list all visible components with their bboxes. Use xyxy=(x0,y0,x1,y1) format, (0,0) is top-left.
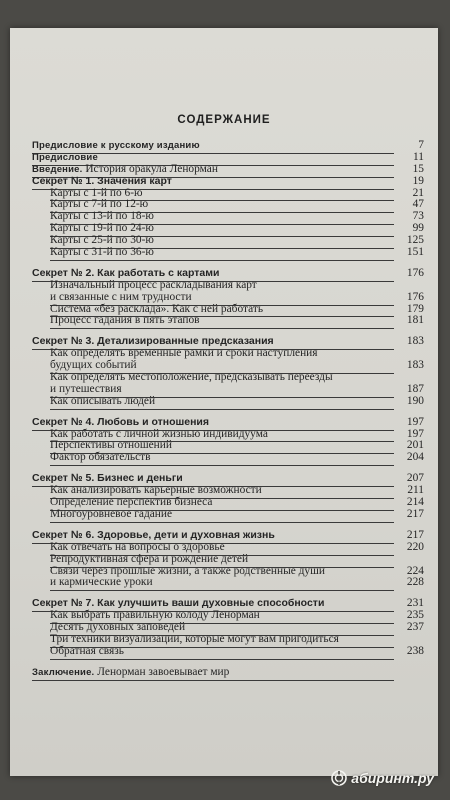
toc-page-number: 207 xyxy=(406,472,424,485)
toc-entry-text: Система «без расклада». Как с ней работать xyxy=(50,302,264,315)
toc-entry-text: и путешествия xyxy=(50,382,122,395)
toc-page-number: 47 xyxy=(412,198,424,211)
toc-page-number: 187 xyxy=(406,382,424,395)
toc-page-number: 125 xyxy=(406,234,424,247)
toc-entry-text: Десять духовных заповедей xyxy=(50,621,186,634)
toc-page-number: 237 xyxy=(406,621,424,634)
toc-subentry xyxy=(32,452,424,464)
toc-page-number: 214 xyxy=(406,496,424,509)
toc-subentry xyxy=(32,577,424,589)
toc-page-number: 15 xyxy=(412,162,424,175)
toc-entry-label xyxy=(50,247,154,259)
toc-page-number: 11 xyxy=(413,150,424,163)
toc-entry-text: Карты с 13-й по 18-ю xyxy=(50,210,154,223)
toc-page-number: 197 xyxy=(406,427,424,440)
toc-entry-text: Бизнес и деньги xyxy=(94,472,183,485)
toc-entry-text: Любовь и отношения xyxy=(94,415,210,428)
toc-entry-text: Карты с 7-й по 12-ю xyxy=(50,198,149,211)
toc-page-number: 179 xyxy=(406,302,424,315)
toc-entry-text: Карты с 31-й по 36-ю xyxy=(50,246,154,259)
toc-leader-rule xyxy=(50,465,394,466)
toc-entry-text: Определение перспектив бизнеса xyxy=(50,496,213,509)
toc-page-number: 217 xyxy=(406,507,424,520)
toc-entry-text: Многоуровневое гадание xyxy=(50,507,173,520)
toc-entry-text: Обратная связь xyxy=(50,644,124,657)
toc-entry-text: будущих событий xyxy=(50,359,137,372)
toc-entry-text: Как работать с личной жизнью индивидуума xyxy=(50,427,268,440)
toc-page-number: 204 xyxy=(406,451,424,464)
toc-entry-text: Фактор обязательств xyxy=(50,451,151,464)
toc-entry-text: Как анализировать карьерные возможности xyxy=(50,484,262,497)
toc-entry-text: Здоровье, дети и духовная жизнь xyxy=(94,528,275,541)
toc-entry-label xyxy=(50,315,200,327)
toc-entry-prefix: Секрет № 5. xyxy=(32,472,95,485)
watermark-text: абиринт.ру xyxy=(351,770,434,786)
toc-entry-text: Перспективы отношений xyxy=(50,439,172,452)
toc-entry-label xyxy=(50,646,124,658)
toc-page-number: 197 xyxy=(406,415,424,428)
toc-entry-label xyxy=(32,667,229,679)
toc-entry-text: Ленорман завоевывает мир xyxy=(94,665,230,678)
toc-entry-text: Как выбрать правильную колоду Ленорман xyxy=(50,609,260,622)
toc-page-number: 73 xyxy=(412,210,424,223)
toc-entry-prefix: Секрет № 7. xyxy=(32,597,95,610)
toc-entry-prefix: Заключение. xyxy=(32,666,95,678)
toc-page-number: 238 xyxy=(406,644,424,657)
toc-entry-text: Карты с 25-й по 30-ю xyxy=(50,234,154,247)
toc-subentry xyxy=(32,315,424,327)
toc-entry-label xyxy=(50,452,151,464)
toc-subentry xyxy=(32,509,424,521)
toc-page-number: 220 xyxy=(406,540,424,553)
toc-entry-text: Изначальный процесс раскладывания карт xyxy=(50,278,257,291)
toc-entry-text: и связанные с ним трудности xyxy=(50,290,192,303)
toc-page-number: 99 xyxy=(412,222,424,235)
toc-page-number: 176 xyxy=(406,266,424,279)
watermark xyxy=(331,770,434,786)
toc-page-number: 181 xyxy=(406,314,424,327)
toc-entry-prefix: Секрет № 3. xyxy=(32,335,95,348)
toc-entry-text: Как определять временные рамки и сроки наступления xyxy=(50,347,318,360)
toc-page-number: 151 xyxy=(406,246,424,259)
toc-entry-label xyxy=(32,140,200,152)
toc-entry-text: Как улучшить ваши духовные способности xyxy=(94,597,325,610)
toc-entry-text: и кармические уроки xyxy=(50,576,153,589)
toc-leader-rule xyxy=(50,409,394,410)
toc-entry-text: Процесс гадания в пять этапов xyxy=(50,314,200,327)
toc-entry-prefix: Секрет № 2. xyxy=(32,266,95,279)
toc-entry-prefix: Секрет № 6. xyxy=(32,528,95,541)
toc-entry-text: Значения карт xyxy=(94,174,172,187)
toc-leader-rule xyxy=(50,260,394,261)
toc-leader-rule xyxy=(50,659,394,660)
toc-entry-text: Репродуктивная сфера и рождение детей xyxy=(50,552,249,565)
toc-entry-prefix: Секрет № 1. xyxy=(32,174,95,187)
toc-entry-text: Детализированные предсказания xyxy=(94,335,274,348)
toc-chapter xyxy=(32,667,424,679)
toc-leader-rule xyxy=(50,590,394,591)
toc-entry-text: Как работать с картами xyxy=(94,266,220,279)
toc-entry-text: Как определять местоположение, предсказывать переезды xyxy=(50,371,333,384)
toc-entry-text: Карты с 19-й по 24-ю xyxy=(50,222,154,235)
toc-page-number: 7 xyxy=(418,139,424,151)
toc-chapter xyxy=(32,140,424,152)
toc-entry-prefix: Предисловие к русскому изданию xyxy=(32,140,200,151)
toc-entry-prefix: Секрет № 4. xyxy=(32,415,95,428)
toc-page-number: 224 xyxy=(406,564,424,577)
toc-page-number: 235 xyxy=(406,609,424,622)
toc-entry-label xyxy=(50,577,153,589)
table-of-contents xyxy=(32,140,424,679)
toc-entry-prefix: Введение. xyxy=(32,163,83,175)
toc-page-number: 21 xyxy=(412,186,424,199)
toc-entry-text: История оракула Ленорман xyxy=(82,162,218,175)
toc-entry-text: Как описывать людей xyxy=(50,394,156,407)
toc-subentry xyxy=(32,247,424,259)
toc-leader-rule xyxy=(50,522,394,523)
toc-subentry xyxy=(32,646,424,658)
toc-page-number: 190 xyxy=(406,394,424,407)
toc-entry-prefix: Предисловие xyxy=(32,151,98,163)
toc-entry-text: Карты с 1-й по 6-ю xyxy=(50,186,143,199)
toc-entry-label xyxy=(50,509,172,521)
toc-leader-rule xyxy=(32,680,394,681)
toc-page-number: 231 xyxy=(406,597,424,610)
toc-page-number: 176 xyxy=(406,290,424,303)
toc-entry-text: Три техники визуализации, которые могут вам пригодиться xyxy=(50,632,339,645)
toc-page-number: 211 xyxy=(407,484,424,497)
toc-page-number: 201 xyxy=(406,439,424,452)
toc-subentry xyxy=(32,396,424,408)
labyrinth-logo-icon xyxy=(331,770,347,786)
toc-entry-label xyxy=(50,396,155,408)
toc-page-number: 217 xyxy=(406,528,424,541)
page-title: СОДЕРЖАНИЕ xyxy=(177,114,271,126)
toc-page-number: 19 xyxy=(412,174,424,187)
toc-page-number: 183 xyxy=(406,335,424,348)
book-page xyxy=(10,28,438,776)
toc-page-number: 183 xyxy=(406,359,424,372)
toc-leader-rule xyxy=(50,328,394,329)
toc-entry-text: Связи через прошлые жизни, а также родственные души xyxy=(50,564,325,577)
toc-page-number: 228 xyxy=(406,576,424,589)
toc-entry-text: Как отвечать на вопросы о здоровье xyxy=(50,540,225,553)
